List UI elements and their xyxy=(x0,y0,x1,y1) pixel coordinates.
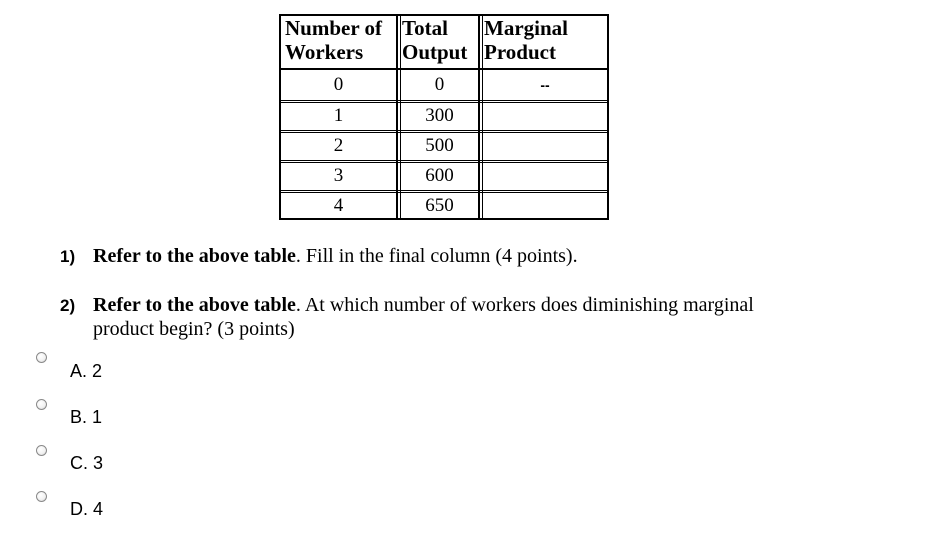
marginal-product-table xyxy=(279,14,609,220)
header-workers-line2: Workers xyxy=(285,40,364,64)
choice-c-label xyxy=(70,453,103,473)
question-1-bold: Refer to the above table xyxy=(93,245,296,267)
cell-total-output: 300 xyxy=(425,105,454,126)
choice-c-letter: C. xyxy=(70,453,88,473)
cell-total-output: 500 xyxy=(425,135,454,156)
header-total-output xyxy=(398,16,478,68)
cell-workers: 4 xyxy=(333,195,344,216)
cell-workers: 1 xyxy=(333,105,344,126)
choice-a-label xyxy=(70,361,102,381)
choice-b-value: 1 xyxy=(92,407,103,427)
cell-marginal-product: -- xyxy=(540,77,550,93)
choice-d-value: 4 xyxy=(93,499,104,519)
cell-marginal-product xyxy=(483,191,607,221)
cell-total-output: 0 xyxy=(434,74,445,95)
question-2-bold: Refer to the above table xyxy=(93,294,296,316)
choice-b-label xyxy=(70,407,102,427)
cell-workers: 2 xyxy=(333,135,344,156)
choice-a-letter: A. xyxy=(70,361,88,381)
choice-c-radio[interactable] xyxy=(36,445,47,456)
question-2-number: 2) xyxy=(60,296,76,315)
choice-c-value: 3 xyxy=(93,453,104,473)
cell-workers: 3 xyxy=(333,165,344,186)
header-marginal-product xyxy=(480,16,607,68)
header-marginal-product-line2: Product xyxy=(484,40,556,64)
question-2-text-line2: product begin? (3 points) xyxy=(93,318,295,340)
choice-d-radio[interactable] xyxy=(36,491,47,502)
header-workers-line1: Number of xyxy=(285,16,383,40)
header-total-output-line2: Output xyxy=(402,40,468,64)
choice-d-label xyxy=(70,499,103,519)
cell-workers: 0 xyxy=(333,74,344,95)
question-1-rest: . Fill in the final column (4 points). xyxy=(295,245,578,267)
cell-marginal-product xyxy=(483,131,607,161)
question-1-text xyxy=(93,245,578,267)
header-marginal-product-line1: Marginal xyxy=(484,16,568,40)
cell-marginal-product xyxy=(483,161,607,191)
choice-d-letter: D. xyxy=(70,499,88,519)
cell-marginal-product xyxy=(483,101,607,131)
header-total-output-line1: Total xyxy=(402,16,448,40)
cell-total-output: 650 xyxy=(425,195,454,216)
question-2-text xyxy=(93,294,754,316)
question-2-rest: . At which number of workers does diminishing marginal xyxy=(295,294,754,316)
choice-a-radio[interactable] xyxy=(36,352,47,363)
cell-total-output: 600 xyxy=(425,165,454,186)
header-workers xyxy=(281,16,396,68)
choice-a-value: 2 xyxy=(92,361,103,381)
choice-b-letter: B. xyxy=(70,407,88,427)
question-1-number: 1) xyxy=(60,247,76,266)
choice-b-radio[interactable] xyxy=(36,399,47,410)
